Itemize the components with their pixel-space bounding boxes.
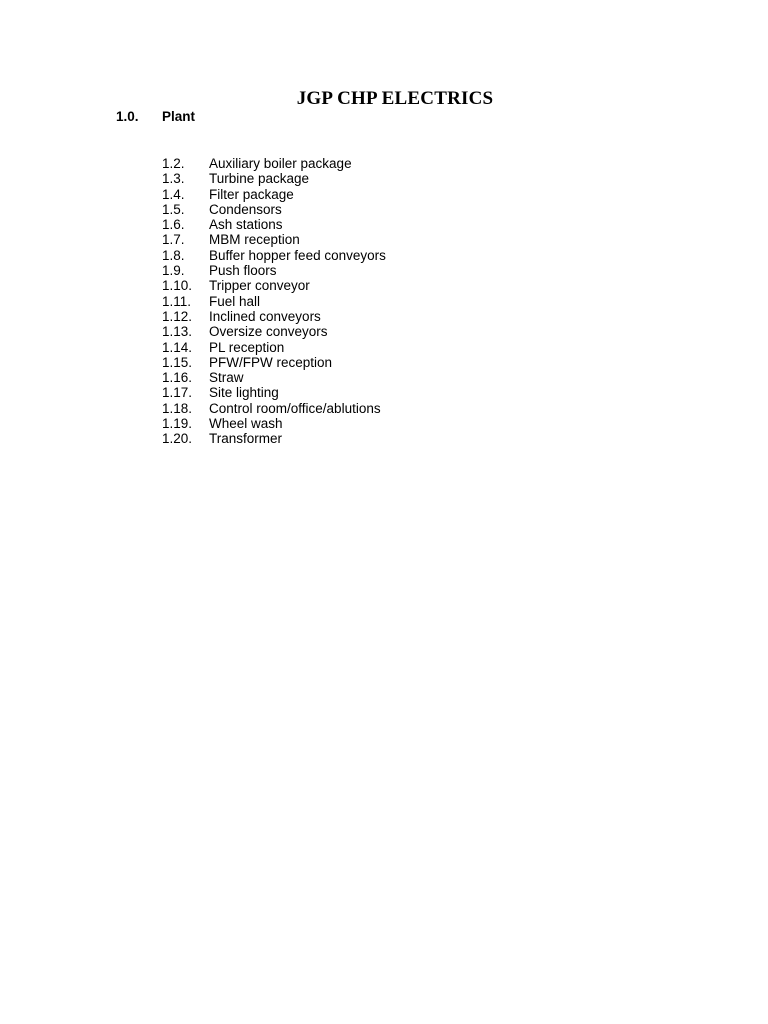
item-number: 1.16. (162, 370, 193, 386)
section-number: 1.0. (116, 109, 139, 124)
item-number: 1.2. (162, 156, 185, 171)
item-label: Auxiliary boiler package (209, 156, 352, 171)
item-label: Ash stations (209, 217, 283, 233)
item-label: Tripper conveyor (209, 278, 310, 294)
list-item (162, 217, 386, 232)
item-number: 1.9. (162, 263, 185, 279)
item-label: Control room/office/ablutions (209, 400, 381, 416)
item-label: Buffer hopper feed conveyors (209, 247, 386, 263)
list-item (162, 385, 386, 400)
item-label: PL reception (209, 339, 285, 355)
list-item (162, 401, 386, 416)
list-item (162, 370, 386, 385)
item-label: Wheel wash (209, 416, 283, 432)
item-number: 1.19. (162, 416, 193, 432)
list-item (162, 278, 386, 293)
list-item (162, 171, 386, 186)
section-label: Plant (162, 109, 196, 124)
item-label: Fuel hall (209, 293, 261, 309)
item-number: 1.15. (162, 354, 193, 370)
list-item (162, 202, 386, 217)
item-number: 1.13. (162, 324, 193, 340)
list-item (162, 294, 386, 309)
section-heading (116, 109, 195, 125)
item-label: Straw (209, 370, 244, 386)
list-item (162, 156, 386, 171)
item-number: 1.5. (162, 201, 185, 217)
item-label: Transformer (209, 431, 283, 447)
item-number: 1.20. (162, 431, 193, 447)
item-number: 1.18. (162, 400, 193, 416)
item-number: 1.3. (162, 171, 185, 187)
item-label: Filter package (209, 186, 294, 202)
item-label: MBM reception (209, 232, 300, 248)
list-item (162, 431, 386, 446)
item-label: Turbine package (209, 171, 310, 187)
item-number: 1.7. (162, 232, 185, 248)
list-item (162, 263, 386, 278)
item-label: Oversize conveyors (209, 324, 328, 340)
item-label: PFW/FPW reception (209, 354, 333, 370)
list-item (162, 340, 386, 355)
item-number: 1.11. (162, 293, 192, 309)
item-number: 1.10. (162, 278, 193, 294)
item-label: Inclined conveyors (209, 308, 321, 324)
item-number: 1.4. (162, 186, 185, 202)
item-label: Condensors (209, 201, 282, 217)
list-item (162, 355, 386, 370)
item-number: 1.14. (162, 339, 193, 355)
list-item (162, 248, 386, 263)
document-title: JGP CHP ELECTRICS (296, 88, 494, 109)
list-item (162, 187, 386, 202)
plant-item-list (162, 156, 386, 447)
list-item (162, 309, 386, 324)
list-item (162, 416, 386, 431)
item-number: 1.8. (162, 247, 185, 263)
list-item (162, 324, 386, 339)
list-item (162, 232, 386, 247)
item-number: 1.12. (162, 308, 193, 324)
item-number: 1.6. (162, 217, 185, 233)
item-label: Push floors (209, 263, 277, 279)
item-label: Site lighting (209, 385, 279, 401)
item-number: 1.17. (162, 385, 193, 401)
